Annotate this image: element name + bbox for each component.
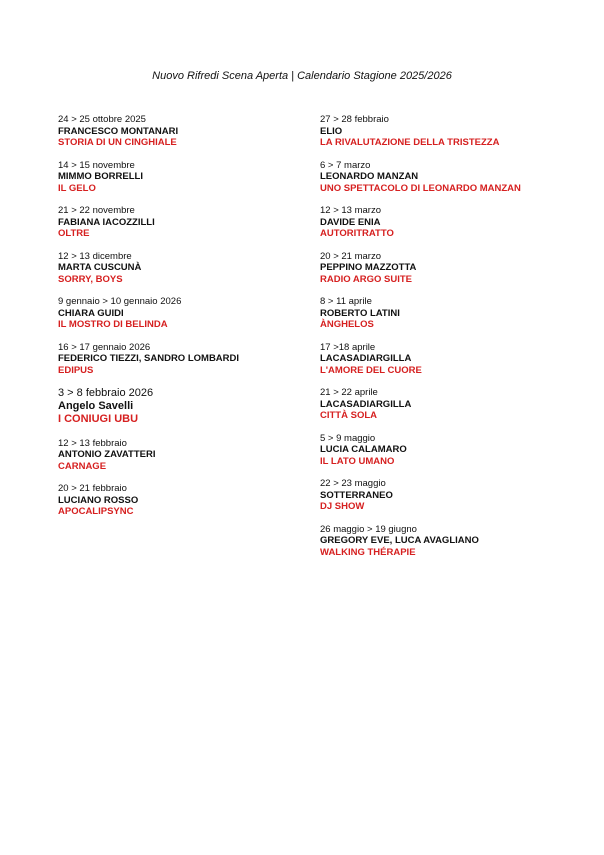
entry-show-title: IL GELO [58,182,96,194]
entry-date: 5 > 9 maggio [320,432,376,444]
entry-artist: ANTONIO ZAVATTERI [58,449,156,460]
entry-artist: ROBERTO LATINI [320,307,400,319]
calendar-entry [320,387,590,422]
entry-artist: ELIO [320,125,343,137]
entry-date: 27 > 28 febbraio [320,114,389,125]
entry-artist: MARTA CUSCUNÀ [58,262,142,273]
entry-show-title: L'AMORE DEL CUORE [320,364,422,376]
left-column [58,114,308,529]
entry-date: 20 > 21 marzo [320,250,381,262]
entry-artist: PEPPINO MAZZOTTA [320,262,417,273]
calendar-entry [58,483,308,518]
calendar-entry [320,524,590,559]
page-title: Nuovo Rifredi Scena Aperta | Calendario Stagione 2025/2026 [152,70,452,82]
entry-date: 14 > 15 novembre [58,159,135,171]
entry-date: 12 > 13 dicembre [58,250,132,262]
entry-artist: LACASADIARGILLA [320,398,412,410]
calendar-entry [320,433,590,468]
entry-date: 24 > 25 ottobre 2025 [58,114,146,125]
calendar-entry [58,342,308,377]
entry-artist: FRANCESCO MONTANARI [58,125,179,137]
calendar-entry [58,251,308,286]
calendar-entry [58,160,308,195]
entry-date: 17 >18 aprile [320,341,376,353]
entry-artist: CHIARA GUIDI [58,307,124,319]
entry-artist: FEDERICO TIEZZI, SANDRO LOMBARDI [58,353,240,364]
entry-date: 21 > 22 aprile [320,387,378,398]
entry-show-title: LA RIVALUTAZIONE DELLA TRISTEZZA [320,137,500,148]
entry-show-title: OLTRE [58,228,90,239]
entry-artist: LEONARDO MANZAN [320,171,419,182]
calendar-entry [320,296,590,331]
entry-date: 22 > 23 maggio [320,478,386,489]
entry-date: 26 maggio > 19 giugno [320,523,417,535]
calendar-entry [320,160,590,195]
entry-artist: FABIANA IACOZZILLI [58,216,155,228]
entry-artist: LUCIA CALAMARO [320,444,407,455]
entry-show-title: ÀNGHELOS [320,319,374,330]
right-column [320,114,590,569]
entry-date: 8 > 11 aprile [320,296,372,307]
entry-date: 3 > 8 febbraio 2026 [58,387,154,399]
entry-show-title: IL MOSTRO DI BELINDA [58,319,168,330]
entry-show-title: STORIA DI UN CINGHIALE [58,137,177,148]
entry-show-title: SORRY, BOYS [58,273,123,285]
entry-show-title: I CONIUGI UBU [58,413,139,425]
entry-date: 12 > 13 marzo [320,205,381,216]
entry-artist: LUCIANO ROSSO [58,494,139,506]
entry-date: 16 > 17 gennaio 2026 [58,341,151,353]
entry-artist: LACASADIARGILLA [320,353,412,364]
entry-date: 6 > 7 marzo [320,159,371,171]
calendar-entry [320,114,590,149]
entry-artist: SOTTERRANEO [320,489,393,501]
entry-show-title: APOCALIPSYNC [58,506,134,517]
entry-show-title: EDIPUS [58,364,94,376]
entry-artist: MIMMO BORRELLI [58,171,143,182]
entry-show-title: CITTÀ SOLA [320,410,377,421]
entry-artist: Angelo Savelli [58,400,134,412]
entry-show-title: DJ SHOW [320,501,365,512]
entry-show-title: CARNAGE [58,460,107,472]
entry-show-title: UNO SPETTACOLO DI LEONARDO MANZAN [320,182,521,194]
calendar-entry [58,387,308,427]
calendar-entry [58,114,308,149]
entry-date: 9 gennaio > 10 gennaio 2026 [58,296,182,307]
entry-date: 21 > 22 novembre [58,205,135,216]
calendar-entry [58,296,308,331]
entry-show-title: AUTORITRATTO [320,228,394,239]
entry-show-title: WALKING THÉRAPIE [320,546,416,558]
calendar-entry [58,205,308,240]
entry-show-title: IL LATO UMANO [320,455,395,467]
entry-artist: DAVIDE ENIA [320,216,381,228]
entry-artist: GREGORY EVE, LUCA AVAGLIANO [320,535,479,546]
calendar-entry [320,251,590,286]
entry-show-title: RADIO ARGO SUITE [320,273,413,285]
entry-date: 12 > 13 febbraio [58,437,127,449]
calendar-entry [320,478,590,513]
calendar-entry [320,205,590,240]
calendar-entry [58,438,308,473]
entry-date: 20 > 21 febbraio [58,483,127,494]
calendar-entry [320,342,590,377]
